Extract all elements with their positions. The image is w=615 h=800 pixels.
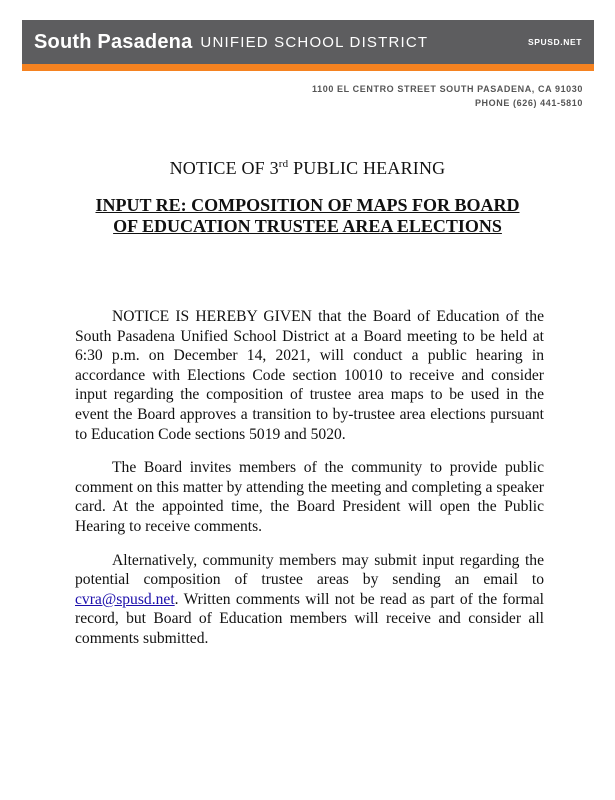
title-prefix: NOTICE OF 3 [169,158,279,178]
title-superscript: rd [278,158,289,170]
body-paragraph-2: The Board invites members of the community to provide public comment on this matter by attending the meeting and completing a speaker card. At the appointed time, the Board President will open the Public Hearing to receive comments. [75,459,544,535]
district-subtitle: UNIFIED SCHOOL DISTRICT [200,33,429,51]
district-address [312,82,583,110]
notice-body [75,307,544,663]
letterhead-banner [22,20,594,64]
title-suffix: PUBLIC HEARING [288,158,446,178]
notice-title [0,158,615,179]
district-name: South Pasadena [34,30,193,53]
body-paragraph-3 [75,551,544,649]
paragraph-3-intro: Alternatively, community members may submit input regarding the potential composition of trustee areas by sending an email to [75,551,544,589]
website-label: SPUSD.NET [527,37,582,47]
notice-subject: INPUT RE: COMPOSITION OF MAPS FOR BOARD OF EDUCATION TRUSTEE AREA ELECTIONS [95,195,520,236]
paragraph-3-closing: . Written comments will not be read as part of the formal record, but Board of Education members will receive and consider all comments submitted. [75,590,544,647]
body-paragraph-1: NOTICE IS HEREBY GIVEN that the Board of Education of the South Pasadena Unified School District at a Board meeting to be held at 6:30 p.m. on December 14, 2021, will conduct a public hearing in accordance with Elections Code section 10010 to receive and consider input regarding the composition of trustee area maps to be used in the event the Board approves a transition to by-trustee area elections pursuant to Education Code sections 5019 and 5020. [75,308,544,443]
address-line: 1100 EL CENTRO STREET SOUTH PASADENA, CA 91030 [312,84,583,94]
email-link[interactable]: cvra@spusd.net [75,590,175,608]
phone-line: PHONE (626) 441-5810 [474,98,583,108]
accent-bar [22,64,594,71]
